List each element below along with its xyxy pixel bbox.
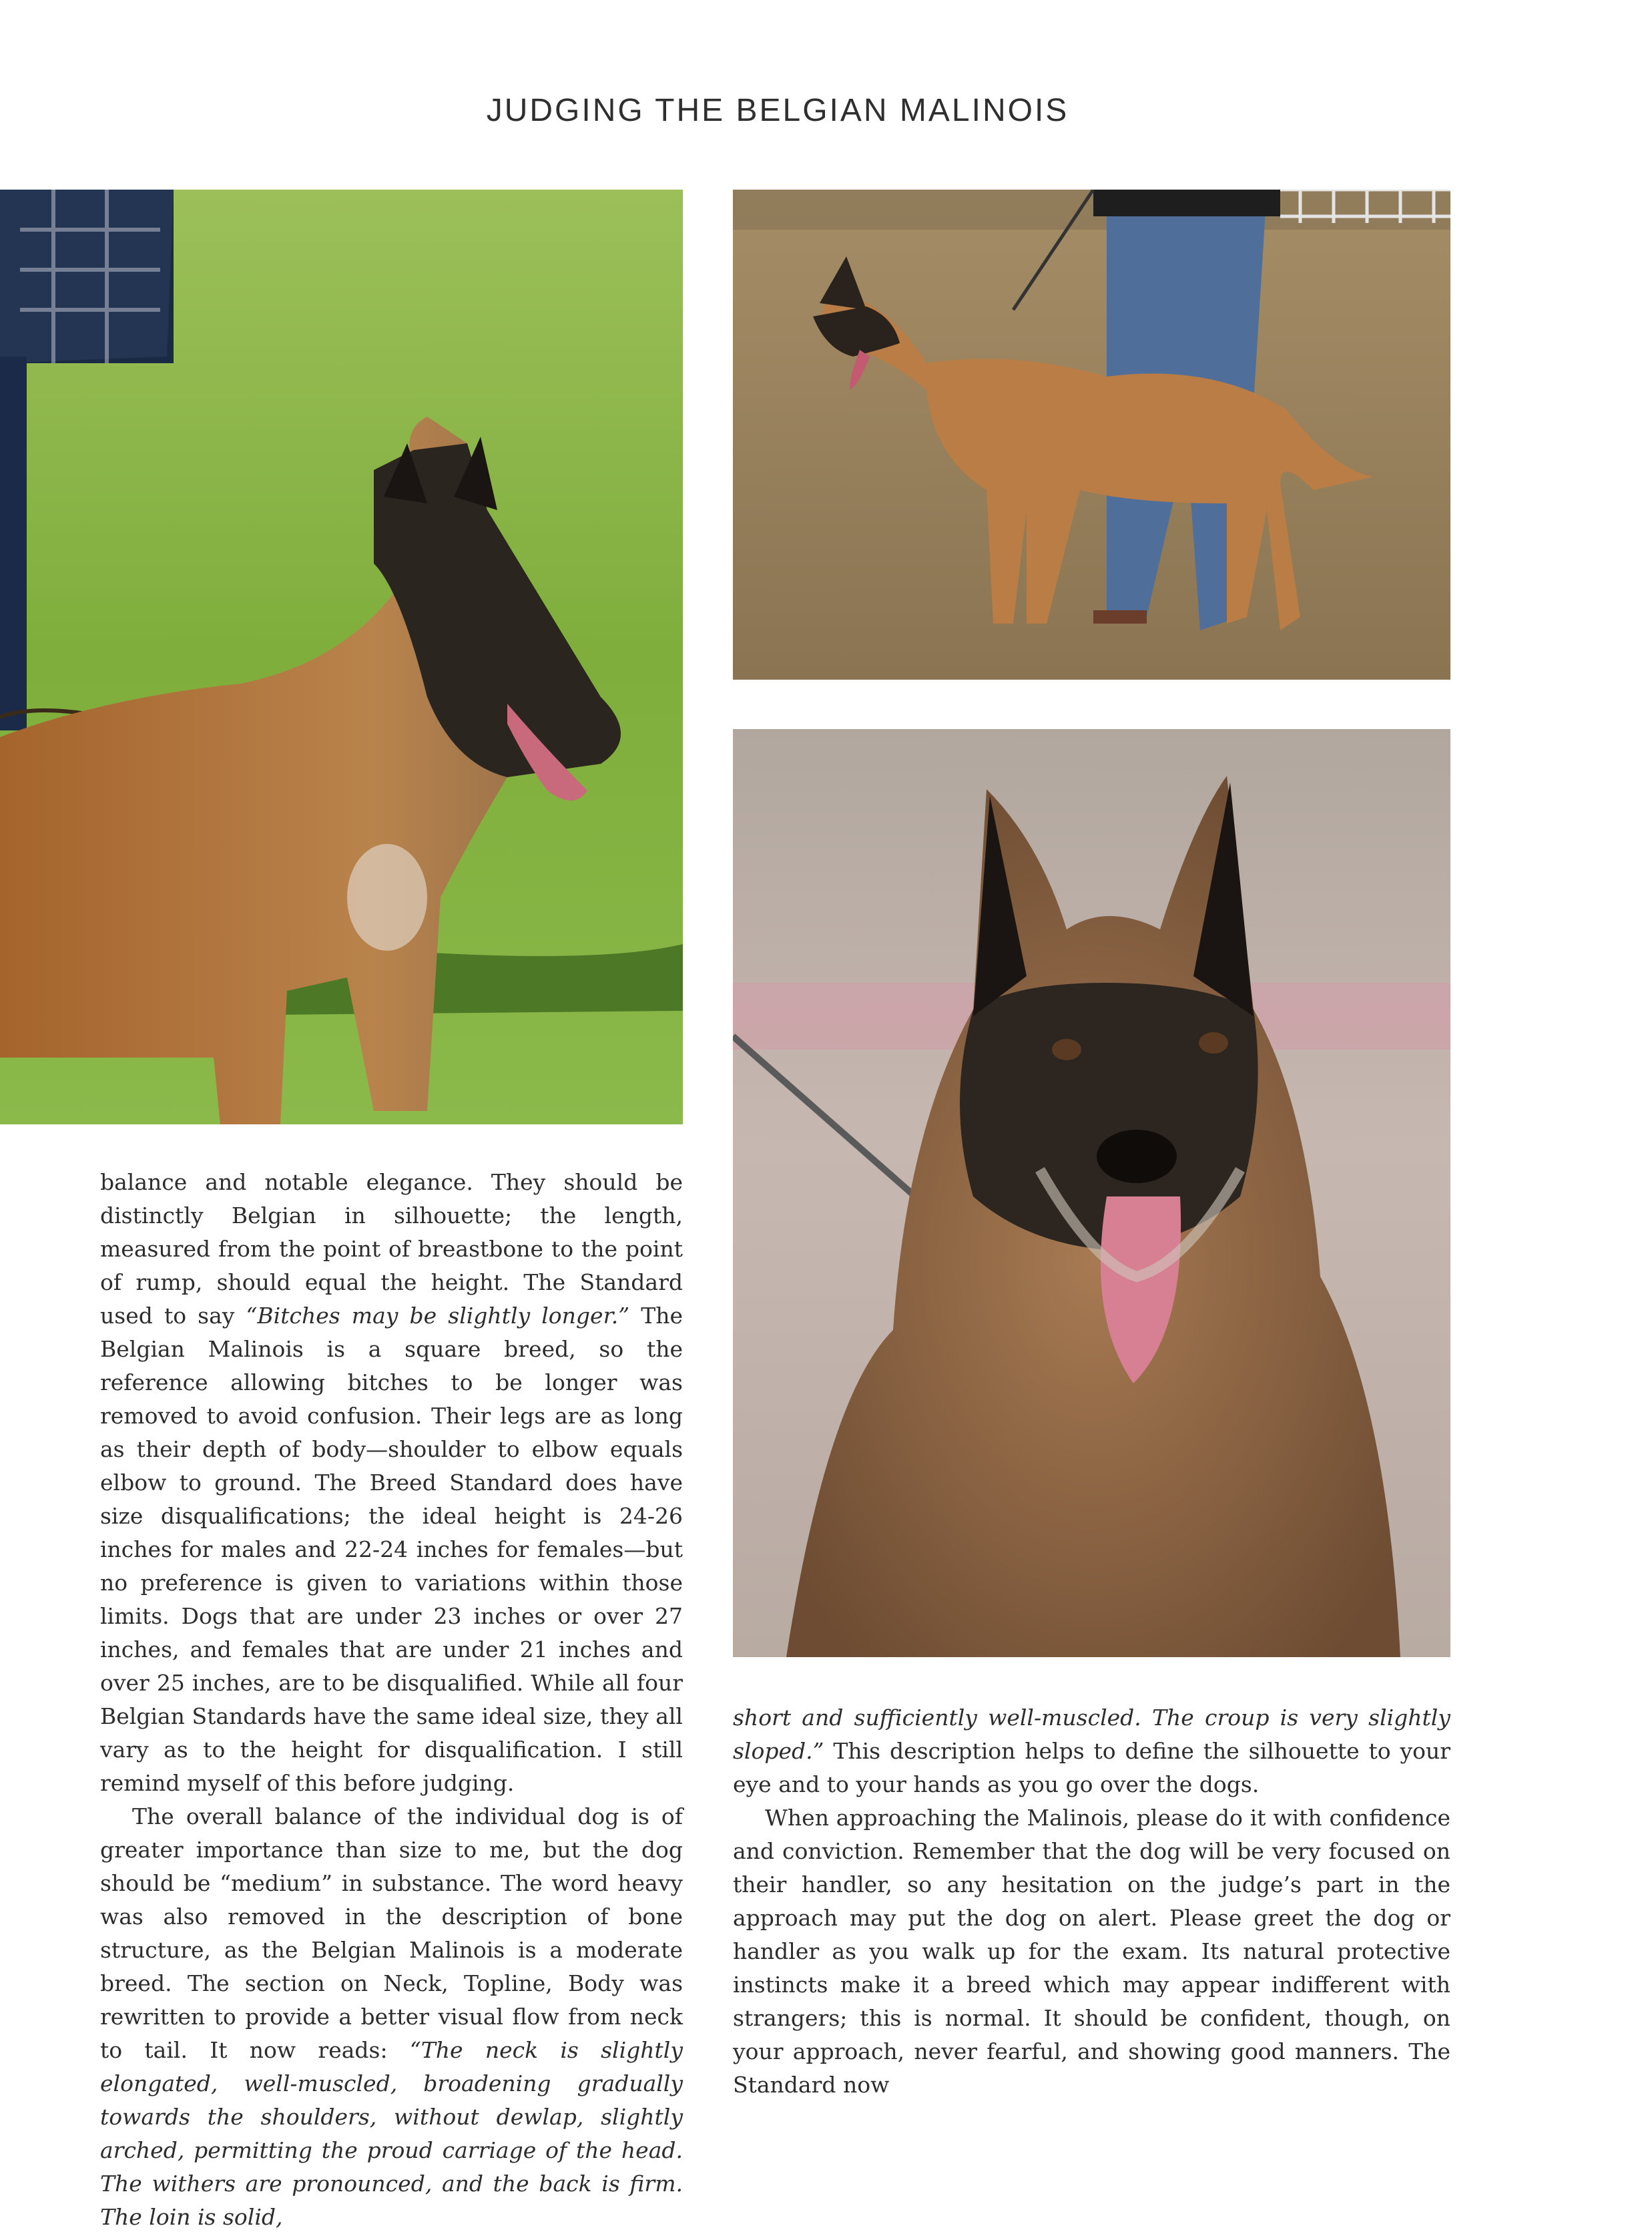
paragraph-2: The overall balance of the individual dog is of greater importance than size to me, but the dog should be “medium” in substance. The word heavy was also removed in the description of bone structure, as the Belgian Malinois is a moderate breed. The section on Neck, Topline, Body was rewritten to provide a better visual flow from neck to tail. It now reads: “The neck is slightly elongated, well-muscled, broadening gradually towards the shoulders, without dewlap, slightly arched, permitting the proud carriage of the head. The withers are pronounced, and the back is firm. The loin is solid, — [100, 1803, 683, 2230]
quote: “The neck is slightly elongated, well-muscled, broadening gradually towards the shoulders, without dewlap, slightly arched, permitting the proud carriage of the head. The withers are pronounced, and the back is firm. The loin is solid, — [100, 2037, 683, 2230]
paragraph-3: short and sufficiently well-muscled. The croup is very slightly sloped.” This description helps to define the silhouette to your eye and to your hands as you go over the dogs. — [733, 1705, 1450, 1797]
right-text-column — [733, 1701, 1450, 2102]
quote: short and sufficiently well-muscled. The croup is very slightly sloped.” — [733, 1705, 1450, 1764]
left-text-column — [100, 1166, 683, 2234]
paragraph-1: balance and notable elegance. They should be distinctly Belgian in silhouette; the length, measured from the point of breastbone to the point of rump, should equal the height. The Standard used to say “Bitches may be slightly longer.” The Belgian Malinois is a square breed, so the reference allowing bitches to be longer was removed to avoid confusion. Their legs are as long as their depth of body—shoulder to elbow equals elbow to ground. The Breed Standard does have size disqualifications; the ideal height is 24-26 inches for males and 22-24 inches for females—but no preference is given to variations within those limits. Dogs that are under 23 inches or over 27 inches, and females that are under 21 inches and over 25 inches, are to be disqualified. While all four Belgian Standards have the same ideal size, they all vary as to the height for disqualification. I still remind myself of this before judging. — [100, 1169, 683, 1796]
quote: “Bitches may be slightly longer.” — [246, 1303, 630, 1329]
malinois-standing-photo — [733, 190, 1450, 680]
malinois-headshot-photo — [733, 729, 1450, 1657]
malinois-headshot-icon — [733, 729, 1450, 1657]
running-header: JUDGING THE BELGIAN MALINOIS — [486, 93, 1069, 128]
malinois-profile-icon — [0, 190, 683, 1124]
malinois-profile-photo — [0, 190, 683, 1124]
malinois-standing-icon — [733, 190, 1450, 680]
paragraph-4: When approaching the Malinois, please do it with confidence and conviction. Remember that the dog will be very focused on their handler, so any hesitation on the judge’s part in the approach may put the dog on alert. Please greet the dog or handler as you walk up for the exam. Its natural protective instincts make it a breed which may appear indifferent with strangers; this is normal. It should be confident, though, on your approach, never fearful, and showing good manners. The Standard now — [733, 1805, 1450, 2098]
